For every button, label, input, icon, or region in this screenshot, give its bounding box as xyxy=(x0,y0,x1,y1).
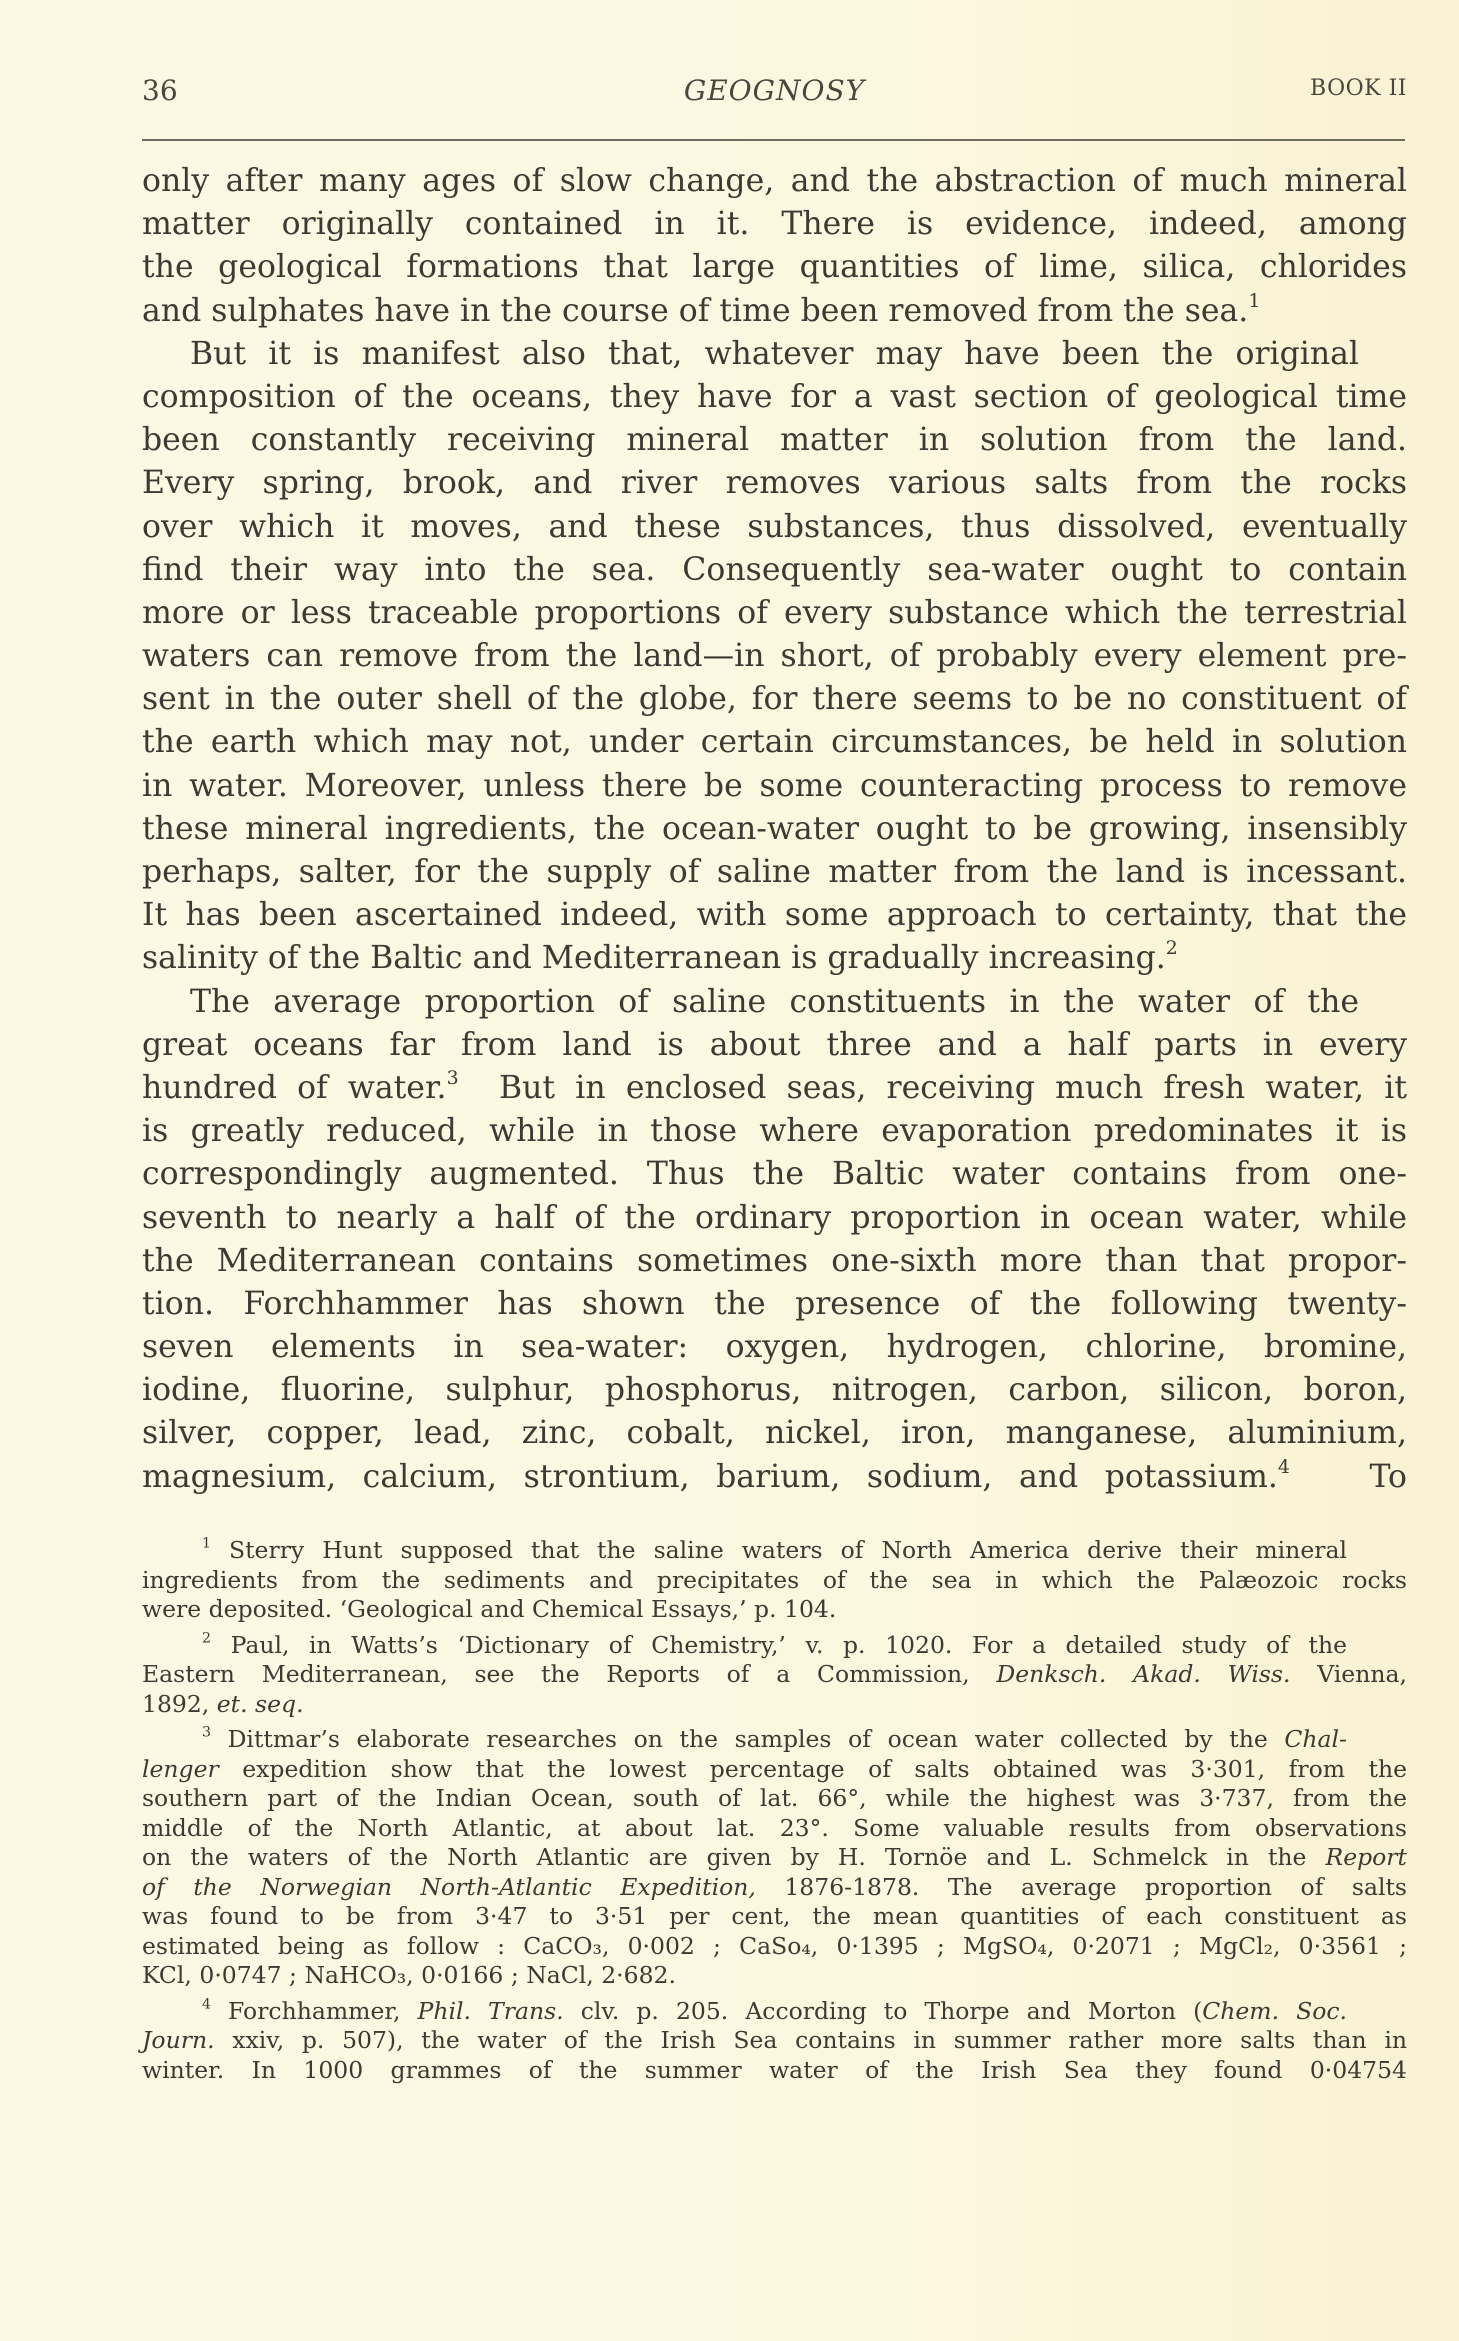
running-title: GEOGNOSY xyxy=(683,74,866,107)
text-line: the earth which may not, under certain circumstances, be held in solution xyxy=(142,724,1407,761)
footnote-line: of the Norwegian North-Atlantic Expedition, 1876-1878. The average proportion of salts xyxy=(142,1872,1407,1901)
running-head xyxy=(142,74,1407,114)
page-number: 36 xyxy=(142,74,178,107)
footnote-ref-4[interactable]: 4 xyxy=(1277,1455,1290,1478)
citation-italic: Chal- xyxy=(1284,1725,1347,1753)
footnotes xyxy=(142,1536,1407,2085)
footnote-line: KCl, 0·0747 ; NaHCO₃, 0·0166 ; NaCl, 2·682. xyxy=(142,1961,676,1989)
footnote-line: winter. In 1000 grammes of the summer water of the Irish Sea they found 0·04754 xyxy=(142,2055,1407,2084)
citation-italic: lenger xyxy=(142,1754,219,1783)
footnote-line: ingredients from the sediments and precipitates of the sea in which the Palæozoic rocks xyxy=(142,1565,1407,1594)
footnote-1 xyxy=(142,1536,1407,1625)
text-line: only after many ages of slow change, and the abstraction of much mineral xyxy=(142,163,1407,199)
text-line: matter originally contained in it. There is evidence, indeed, among xyxy=(142,206,1407,243)
footnote-marker: 1 xyxy=(202,1535,211,1552)
footnote-line: southern part of the Indian Ocean, south of lat. 66°, while the highest was 3·737, from the xyxy=(142,1784,1407,1812)
text-line: seventh to nearly a half of the ordinary proportion in ocean water, while xyxy=(142,1199,1407,1236)
text-line: is greatly reduced, while in those where evaporation predominates it is xyxy=(142,1113,1407,1150)
footnote-line: $^3$ Dittmar’s elaborate researches on the samples of ocean water collected by the Chal- xyxy=(202,1724,1347,1753)
footnote-4 xyxy=(142,1997,1407,2086)
text-line: the Mediterranean contains sometimes one-sixth more than that propor- xyxy=(142,1242,1407,1279)
text-line: the geological formations that large quantities of lime, silica, chlorides xyxy=(142,249,1407,286)
citation-italic: Denksch. Akad. Wiss. xyxy=(996,1660,1291,1688)
text-line: silver, copper, lead, zinc, cobalt, nickel, iron, manganese, aluminium, xyxy=(142,1415,1407,1452)
text-line: correspondingly augmented. Thus the Baltic water contains from one- xyxy=(142,1156,1407,1193)
footnote-3 xyxy=(142,1725,1407,1991)
citation-italic: of the Norwegian North-Atlantic Expedition, xyxy=(142,1872,756,1901)
text-line: find their way into the sea. Consequently sea-water ought to contain xyxy=(142,551,1407,588)
book-label: BOOK II xyxy=(1310,76,1407,101)
text-line: tion. Forchhammer has shown the presence of the following twenty- xyxy=(142,1285,1407,1322)
text-line: more or less traceable proportions of every substance which the terrestrial xyxy=(142,594,1407,631)
text-line: composition of the oceans, they have for a vast section of geological time xyxy=(142,378,1407,415)
text-line: waters can remove from the land—in short, of probably every element pre- xyxy=(142,638,1407,675)
text-line: Every spring, brook, and river removes various salts from the rocks xyxy=(142,465,1407,502)
text-line: been constantly receiving mineral matter in solution from the land. xyxy=(142,422,1407,459)
text-line: The average proportion of saline constituents in the water of the xyxy=(190,983,1359,1020)
citation-italic: et. seq. xyxy=(216,1689,304,1718)
text-line: salinity of the Baltic and Mediterranean is gradually increasing.$^2$ xyxy=(142,937,1178,977)
citation-italic: Report xyxy=(1325,1843,1407,1871)
text-line: these mineral ingredients, the ocean-water ought to be growing, insensibly xyxy=(142,810,1407,847)
footnote-marker: 2 xyxy=(202,1629,211,1646)
footnote-line: 1892, et. seq. xyxy=(142,1689,304,1718)
footnote-line: was found to be from 3·47 to 3·51 per cent, the mean quantities of each constituent as xyxy=(142,1902,1407,1930)
footnote-ref-2[interactable]: 2 xyxy=(1165,937,1178,960)
text-line: But it is manifest also that, whatever may have been the original xyxy=(190,335,1359,372)
citation-italic: Phil. Trans. xyxy=(417,1996,564,2025)
text-line: in water. Moreover, unless there be some counteracting process to remove xyxy=(142,767,1407,804)
footnote-line: lenger expedition show that the lowest percentage of salts obtained was 3·301, from the xyxy=(142,1754,1407,1783)
footnote-line: Eastern Mediterranean, see the Reports of a Commission, Denksch. Akad. Wiss. Vienna, xyxy=(142,1660,1407,1688)
footnote-marker: 4 xyxy=(202,1995,211,2012)
footnote-line: Journ. xxiv, p. 507), the water of the Irish Sea contains in summer rather more salts than in xyxy=(142,2026,1407,2054)
text-line: iodine, fluorine, sulphur, phosphorus, nitrogen, carbon, silicon, boron, xyxy=(142,1372,1407,1409)
citation-italic: Chem. Soc. xyxy=(1202,1996,1347,2025)
footnote-2 xyxy=(142,1631,1407,1720)
footnote-line: were deposited. ‘Geological and Chemical Essays,’ p. 104. xyxy=(142,1595,837,1623)
text-line: and sulphates have in the course of time been removed from the sea.$^1$ xyxy=(142,289,1261,329)
footnote-line: estimated being as follow : CaCO₃, 0·002 ; CaSo₄, 0·1395 ; MgSO₄, 0·2071 ; MgCl₂, 0·3561 ; xyxy=(142,1931,1407,1960)
footnote-line: on the waters of the North Atlantic are given by H. Tornöe and L. Schmelck in the Report xyxy=(142,1843,1407,1871)
citation-italic: Journ. xyxy=(142,2026,215,2054)
footnote-line: $^1$ Sterry Hunt supposed that the saline waters of North America derive their mineral xyxy=(202,1535,1347,1564)
footnote-line: $^2$ Paul, in Watts’s ‘Dictionary of Chemistry,’ v. p. 1020. For a detailed study of the xyxy=(202,1629,1347,1659)
text-line: seven elements in sea-water: oxygen, hydrogen, chlorine, bromine, xyxy=(142,1329,1407,1366)
text-line: It has been ascertained indeed, with some approach to certainty, that the xyxy=(142,897,1407,934)
text-line: sent in the outer shell of the globe, for there seems to be no constituent of xyxy=(142,681,1407,718)
text-line: hundred of water.$^3$ But in enclosed seas, receiving much fresh water, it xyxy=(142,1066,1407,1106)
text-line: over which it moves, and these substances, thus dissolved, eventually xyxy=(142,508,1407,545)
body-text xyxy=(142,160,1407,1499)
text-line: perhaps, salter, for the supply of saline matter from the land is incessant. xyxy=(142,854,1407,890)
header-rule xyxy=(142,139,1405,141)
footnote-marker: 3 xyxy=(202,1724,211,1741)
footnote-line: middle of the North Atlantic, at about lat. 23°. Some valuable results from observations xyxy=(142,1813,1407,1842)
footnote-ref-1[interactable]: 1 xyxy=(1248,289,1261,312)
text-line: magnesium, calcium, strontium, barium, sodium, and potassium.$^4$ To xyxy=(142,1455,1408,1495)
footnote-ref-3[interactable]: 3 xyxy=(446,1066,459,1089)
footnote-line: $^4$ Forchhammer, Phil. Trans. clv. p. 205. According to Thorpe and Morton (Chem. Soc. xyxy=(202,1995,1347,2025)
text-line: great oceans far from land is about three and a half parts in every xyxy=(142,1026,1407,1063)
